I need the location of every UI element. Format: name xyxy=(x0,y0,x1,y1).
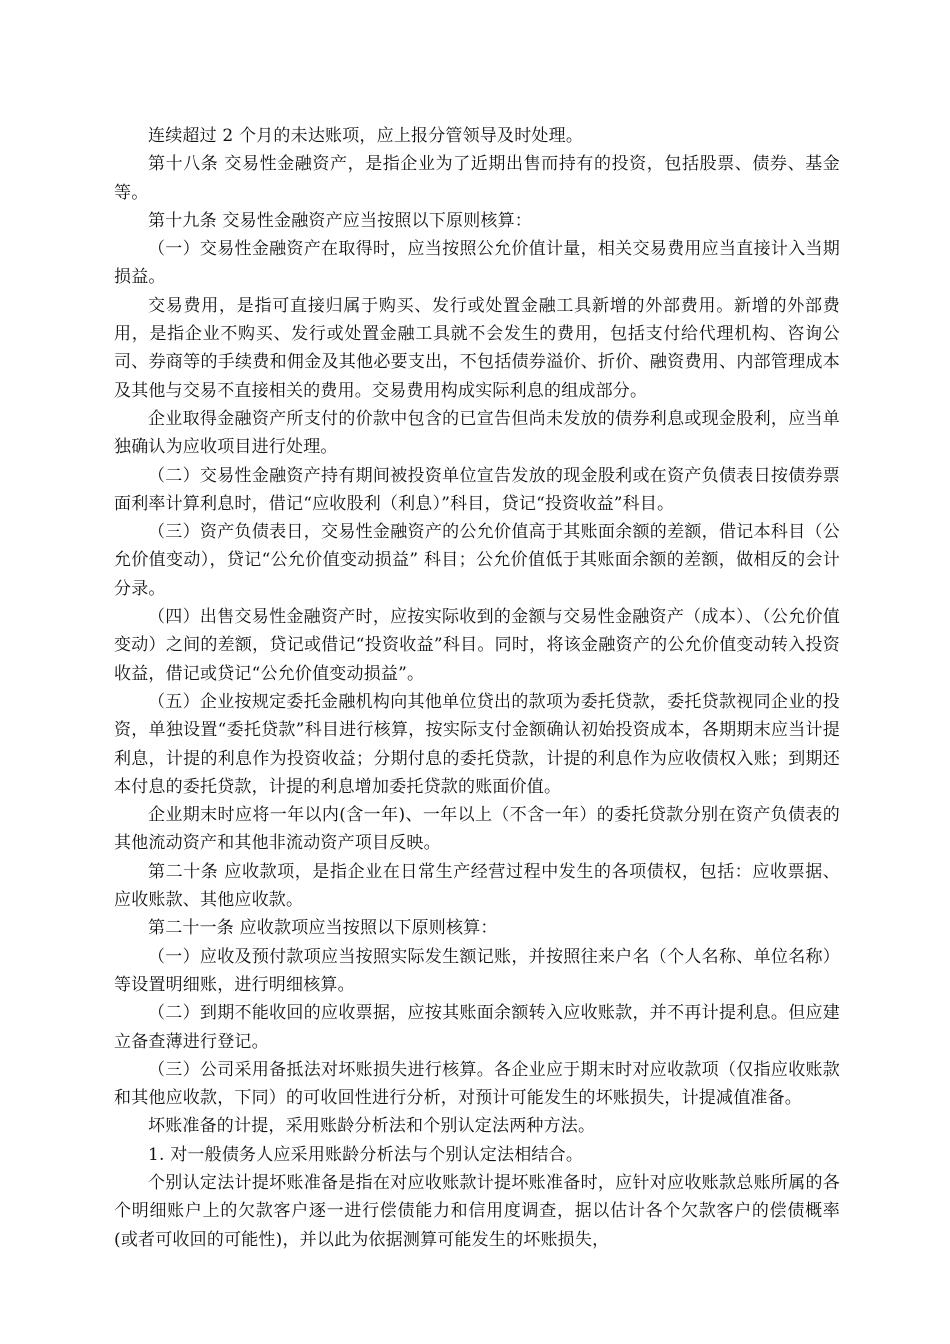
paragraph: （三）资产负债表日，交易性金融资产的公允价值高于其账面余额的差额，借记本科目（公允价值变动），贷记“公允价值变动损益” 科目；公允价值低于其账面余额的差额，做相反的会计分录。 xyxy=(114,522,840,599)
paragraph: （二）交易性金融资产持有期间被投资单位宣告发放的现金股利或在资产负债表日按债券票面利率计算利息时，借记“应收股利（利息）”科目，贷记“投资收益”科目。 xyxy=(114,465,840,514)
paragraph: 1. 对一般债务人应采用账龄分析法与个别认定法相结合。 xyxy=(148,1144,584,1165)
paragraph: （三）公司采用备抵法对坏账损失进行核算。各企业应于期末时对应收款项（仅指应收账款和其他应收款，下同）的可收回性进行分析，对预计可能发生的坏账损失，计提减值准备。 xyxy=(114,1059,840,1109)
paragraph: （一）应收及预付款项应当按照实际发生额记账，并按照往来户名（个人名称、单位名称）等设置明细账，进行明细核算。 xyxy=(114,946,840,995)
paragraph: 第十八条 交易性金融资产，是指企业为了近期出售而持有的投资，包括股票、债券、基金等。 xyxy=(114,154,840,203)
paragraph: 第二十条 应收款项，是指企业在日常生产经营过程中发生的各项债权，包括：应收票据、应收账款、其他应收款。 xyxy=(114,861,840,911)
paragraph: 连续超过 2 个月的未达账项，应上报分管领导及时处理。 xyxy=(148,126,584,146)
paragraph: 企业期末时应将一年以内(含一年)、一年以上（不含一年）的委托贷款分别在资产负债表的其他流动资产和其他非流动资产项目反映。 xyxy=(114,805,840,854)
paragraph: 企业取得金融资产所支付的价款中包含的已宣告但尚未发放的债券利息或现金股利，应当单独确认为应收项目进行处理。 xyxy=(114,408,840,458)
paragraph: （二）到期不能收回的应收票据，应按其账面余额转入应收账款，并不再计提利息。但应建立备查薄进行登记。 xyxy=(114,1003,840,1052)
paragraph: （四）出售交易性金融资产时，应按实际收到的金额与交易性金融资产（成本）、（公允价值变动）之间的差额，贷记或借记“投资收益”科目。同时，将该金融资产的公允价值变动转入投资收益，借记或贷记“公允价值变动损益”。 xyxy=(114,607,840,684)
paragraph: 个别认定法计提坏账准备是指在对应收账款计提坏账准备时，应针对应收账款总账所属的各个明细账户上的欠款客户逐一进行偿债能力和信用度调查，据以估计各个欠款客户的偿债概率(或者可收回的可能性)，并以此为依据测算可能发生的坏账损失， xyxy=(114,1172,840,1250)
paragraph: 第十九条 交易性金融资产应当按照以下原则核算： xyxy=(148,210,533,231)
paragraph: 交易费用，是指可直接归属于购买、发行或处置金融工具新增的外部费用。新增的外部费用，是指企业不购买、发行或处置金融工具就不会发生的费用，包括支付给代理机构、咨询公司、券商等的手续费和佣金及其他必要支出，不包括债券溢价、折价、融资费用、内部管理成本及其他与交易不直接相关的费用。交易费用构成实际利息的组成部分。 xyxy=(114,295,840,401)
paragraph: 第二十一条 应收款项应当按照以下原则核算： xyxy=(148,918,498,939)
paragraph: （一）交易性金融资产在取得时，应当按照公允价值计量，相关交易费用应当直接计入当期损益。 xyxy=(114,239,840,288)
document-body xyxy=(114,122,840,1254)
paragraph: 坏账准备的计提，采用账龄分析法和个别认定法两种方法。 xyxy=(148,1116,596,1137)
paragraph: （五）企业按规定委托金融机构向其他单位贷出的款项为委托贷款，委托贷款视同企业的投资，单独设置“委托贷款”科目进行核算，按实际支付金额确认初始投资成本，各期期末应当计提利息，计提的利息作为投资收益；分期付息的委托贷款，计提的利息作为应收债权入账；到期还本付息的委托贷款，计提的利息增加委托贷款的账面价值。 xyxy=(114,691,840,797)
